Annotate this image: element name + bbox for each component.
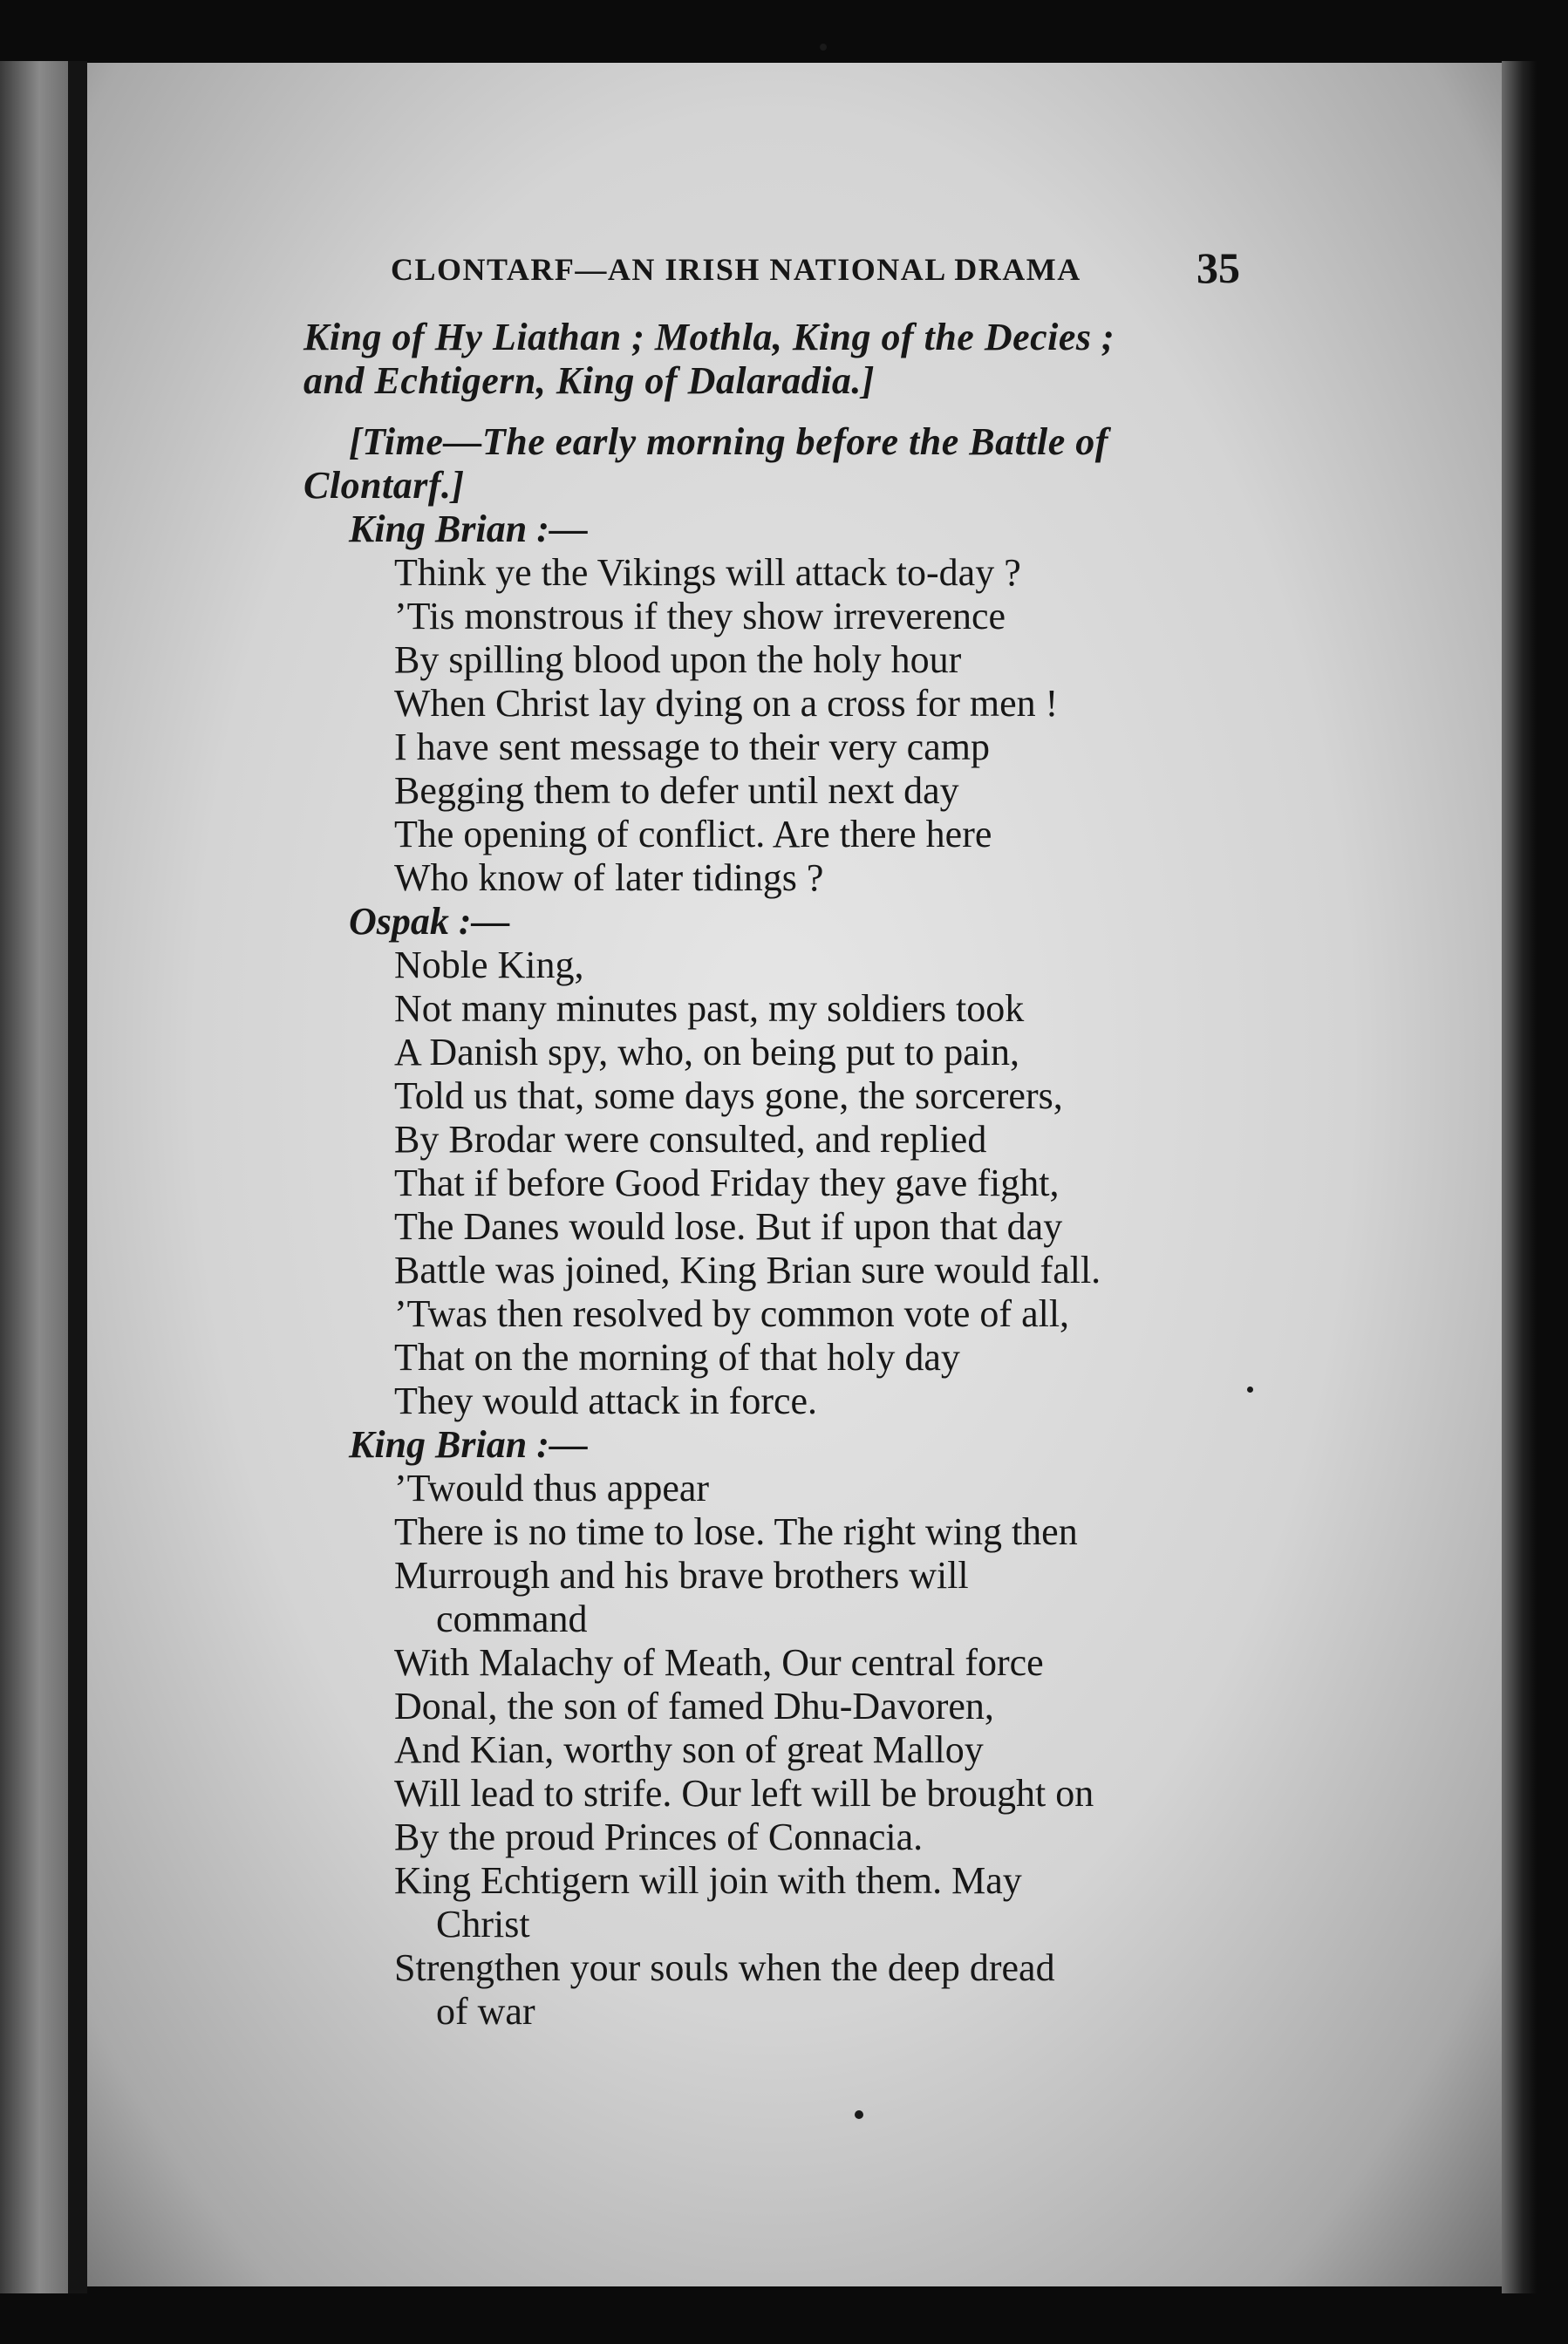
drama-text (303, 316, 1263, 2034)
verse-line: That if before Good Friday they gave fight, (394, 1162, 1060, 1204)
verse-line: They would attack in force. (394, 1380, 818, 1422)
cast-line: and Echtigern, King of Dalaradia.] (303, 359, 876, 402)
verse-line: Not many minutes past, my soldiers took (394, 987, 1025, 1030)
verse-line: ’Twould thus appear (394, 1467, 710, 1509)
verse-line: King Echtigern will join with them. May (394, 1859, 1022, 1902)
speaker-name: King Brian :— (349, 1423, 588, 1466)
verse-line: Will lead to strife. Our left will be brought on (394, 1772, 1094, 1815)
verse-line: A Danish spy, who, on being put to pain, (394, 1031, 1019, 1073)
verse-turnover: of war (436, 1990, 535, 2033)
verse-line: Begging them to defer until next day (394, 769, 959, 812)
running-header (391, 242, 1263, 291)
time-direction: Clontarf.] (303, 464, 465, 507)
verse-line: By Brodar were consulted, and replied (394, 1118, 987, 1161)
page-number: 35 (1196, 243, 1240, 292)
ink-speck (1247, 1387, 1253, 1393)
verse-line: Battle was joined, King Brian sure would fall. (394, 1249, 1101, 1291)
verse-line: By spilling blood upon the holy hour (394, 638, 962, 681)
verse-line: Noble King, (394, 944, 584, 986)
verse-line: By the proud Princes of Connacia. (394, 1816, 924, 1858)
verse-line: Told us that, some days gone, the sorcerers, (394, 1074, 1063, 1117)
running-title: CLONTARF—AN IRISH NATIONAL DRAMA (391, 252, 1081, 287)
verse-line: Who know of later tidings ? (394, 856, 824, 899)
verse-line: Donal, the son of famed Dhu-Davoren, (394, 1685, 994, 1727)
verse-line: And Kian, worthy son of great Malloy (394, 1728, 984, 1771)
verse-line: When Christ lay dying on a cross for men ! (394, 682, 1059, 725)
verse-line: With Malachy of Meath, Our central force (394, 1641, 1044, 1684)
verse-line: Strengthen your souls when the deep dread (394, 1946, 1055, 1989)
speaker-name: Ospak :— (349, 900, 510, 943)
verse-line: That on the morning of that holy day (394, 1336, 960, 1379)
page-right-edge (1502, 61, 1537, 2293)
verse-line: Think ye the Vikings will attack to-day ? (394, 551, 1021, 594)
verse-turnover: Christ (436, 1903, 530, 1945)
verse-line: ’Twas then resolved by common vote of all, (394, 1292, 1070, 1335)
speaker-name: King Brian :— (349, 508, 588, 550)
verse-line: ’Tis monstrous if they show irreverence (394, 595, 1006, 637)
verse-turnover: command (436, 1598, 588, 1640)
ink-speck (820, 44, 827, 51)
verse-line: The Danes would lose. But if upon that day (394, 1205, 1063, 1248)
ink-speck (855, 2110, 863, 2119)
time-direction: [Time—The early morning before the Battle of (349, 420, 1108, 463)
facing-page-edge (0, 61, 72, 2293)
binding-gutter (68, 61, 87, 2293)
verse-line: I have sent message to their very camp (394, 726, 990, 768)
verse-line: Murrough and his brave brothers will (394, 1554, 969, 1597)
cast-line: King of Hy Liathan ; Mothla, King of the Decies ; (303, 316, 1115, 358)
verse-line: There is no time to lose. The right wing then (394, 1510, 1078, 1553)
verse-line: The opening of conflict. Are there here (394, 813, 992, 855)
